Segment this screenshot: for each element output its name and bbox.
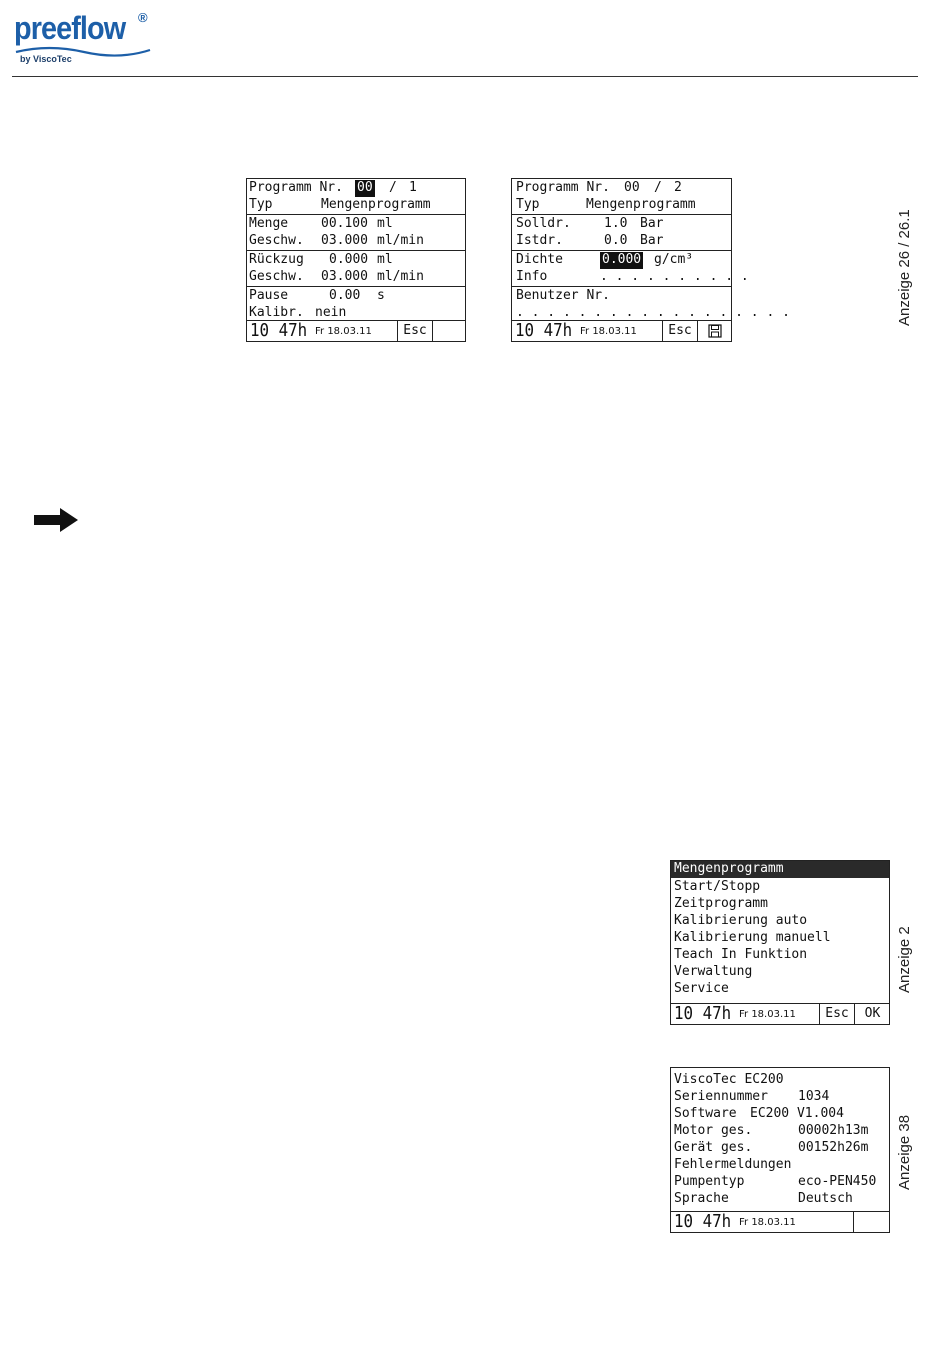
clock-date: Fr 18.03.11 (315, 326, 372, 337)
label-rueckzug: Rückzug (249, 252, 304, 267)
unit-pause: s (377, 288, 385, 303)
value-sprache: Deutsch (798, 1191, 853, 1206)
value-typ: Mengenprogramm (321, 196, 431, 212)
value-software: EC200 V1.004 (750, 1106, 844, 1121)
registered-mark: ® (138, 10, 148, 25)
label-software: Software (674, 1106, 737, 1121)
value-pause: 0.00 (329, 288, 361, 303)
caption-anzeige-2: Anzeige 2 (896, 926, 913, 993)
value-geschw: 03.000 (321, 232, 368, 248)
right-arrow-icon (34, 508, 80, 532)
brand-subtitle: by ViscoTec (20, 54, 72, 64)
value-solldr: 1.0 (604, 216, 628, 231)
display-program-1 (246, 178, 466, 342)
value-geraet-ges: 00152h26m (798, 1140, 869, 1155)
menu-item-verwaltung[interactable]: Verwaltung (674, 963, 753, 979)
label-typ: Typ (249, 196, 273, 212)
device-name: ViscoTec EC200 (674, 1072, 784, 1087)
ok-button[interactable]: OK (854, 1004, 890, 1024)
value-rueckzug: 0.000 (329, 252, 369, 267)
menu-item-kalibrierung-manuell[interactable]: Kalibrierung manuell (674, 929, 831, 945)
caption-anzeige-38: Anzeige 38 (896, 1114, 913, 1190)
clock-date: Fr 18.03.11 (739, 1009, 796, 1020)
value-motor-ges: 00002h13m (798, 1123, 869, 1138)
header-divider (12, 76, 918, 77)
clock-time: 10 47h (674, 1211, 732, 1232)
program-number-field[interactable]: 00 (357, 180, 373, 195)
lcd-footer (247, 320, 465, 341)
empty-softkey[interactable] (432, 321, 466, 341)
menu-item-zeitprogramm[interactable]: Zeitprogramm (674, 895, 768, 911)
label-motor-ges: Motor ges. (674, 1123, 753, 1138)
menu-list (671, 861, 889, 997)
display-device-info (670, 1067, 890, 1233)
caption-anzeige-26: Anzeige 26 / 26.1 (896, 209, 913, 326)
unit-rueckzug: ml (377, 252, 393, 267)
brand-name: preeflow (14, 10, 126, 46)
lcd-footer (671, 1003, 889, 1024)
label-programm-nr: Programm Nr. (249, 180, 343, 195)
label-dichte: Dichte (516, 252, 563, 267)
menu-item-kalibrierung-auto[interactable]: Kalibrierung auto (674, 912, 808, 928)
label-istdr: Istdr. (516, 232, 563, 248)
preeflow-logo (14, 8, 164, 68)
lcd-section-user (512, 287, 790, 322)
unit-geschw-2: ml/min (377, 268, 424, 284)
lcd-section-header (512, 179, 731, 215)
lcd-section-amount (247, 215, 465, 251)
display-program-2 (511, 178, 790, 342)
value-pumpentyp: eco-PEN450 (798, 1174, 877, 1189)
separator: / (389, 180, 397, 195)
menu-item-service[interactable]: Service (674, 980, 729, 996)
program-number: 00 (624, 180, 640, 195)
label-pause: Pause (249, 288, 289, 303)
unit-dichte: g/cm³ (654, 252, 694, 267)
label-typ: Typ (516, 196, 540, 212)
lcd-section-retract (247, 251, 465, 287)
value-seriennummer: 1034 (798, 1089, 830, 1104)
clock-time: 10 47h (674, 1003, 732, 1024)
display-main-menu (670, 860, 890, 1025)
program-index: 1 (409, 180, 417, 195)
value-kalibr: nein (315, 304, 347, 320)
lcd-footer (671, 1211, 889, 1232)
label-geraet-ges: Gerät ges. (674, 1140, 753, 1155)
label-pumpentyp: Pumpentyp (674, 1174, 745, 1189)
floppy-disk-icon (708, 324, 722, 338)
label-sprache: Sprache (674, 1191, 729, 1206)
label-geschw: Geschw. (249, 232, 304, 248)
unit-solldr: Bar (640, 216, 664, 231)
separator: / (654, 180, 662, 195)
density-field[interactable]: 0.000 (602, 252, 642, 267)
info-field[interactable]: . . . . . . . . . . (600, 268, 749, 284)
esc-button[interactable]: Esc (397, 321, 432, 341)
label-seriennummer: Seriennummer (674, 1089, 768, 1104)
clock-time: 10 47h (250, 320, 308, 341)
lcd-section-pause (247, 287, 465, 322)
lcd-footer (512, 320, 731, 341)
unit-menge: ml (377, 216, 393, 231)
clock-date: Fr 18.03.11 (580, 326, 637, 337)
label-info: Info (516, 268, 548, 284)
label-geschw-2: Geschw. (249, 268, 304, 284)
save-button[interactable] (697, 321, 732, 341)
user-number-field[interactable]: . . . . . . . . . . . . . . . . . . (516, 304, 790, 320)
label-programm-nr: Programm Nr. (516, 180, 610, 195)
value-geschw-2: 03.000 (321, 268, 368, 284)
unit-istdr: Bar (640, 232, 664, 248)
value-typ: Mengenprogramm (586, 196, 696, 212)
label-kalibr: Kalibr. (249, 304, 304, 320)
label-solldr: Solldr. (516, 216, 571, 231)
label-benutzer-nr: Benutzer Nr. (516, 288, 610, 303)
program-index: 2 (674, 180, 682, 195)
unit-geschw: ml/min (377, 232, 424, 248)
lcd-section-density (512, 251, 749, 287)
lcd-section-header (247, 179, 465, 215)
value-istdr: 0.0 (604, 232, 628, 248)
lcd-section-pressure (512, 215, 731, 251)
clock-time: 10 47h (515, 320, 573, 341)
esc-button[interactable]: Esc (662, 321, 697, 341)
label-fehlermeldungen[interactable]: Fehlermeldungen (674, 1157, 792, 1172)
clock-date: Fr 18.03.11 (739, 1217, 796, 1228)
menu-item-start-stopp[interactable]: Start/Stopp (674, 878, 761, 894)
menu-item-teach-in[interactable]: Teach In Funktion (674, 946, 808, 962)
esc-button[interactable]: Esc (819, 1004, 854, 1024)
menu-item-mengenprogramm[interactable]: Mengenprogramm (671, 861, 889, 878)
info-list (671, 1068, 889, 1207)
empty-softkey[interactable] (853, 1212, 890, 1232)
value-menge: 00.100 (321, 216, 368, 231)
label-menge: Menge (249, 216, 289, 231)
